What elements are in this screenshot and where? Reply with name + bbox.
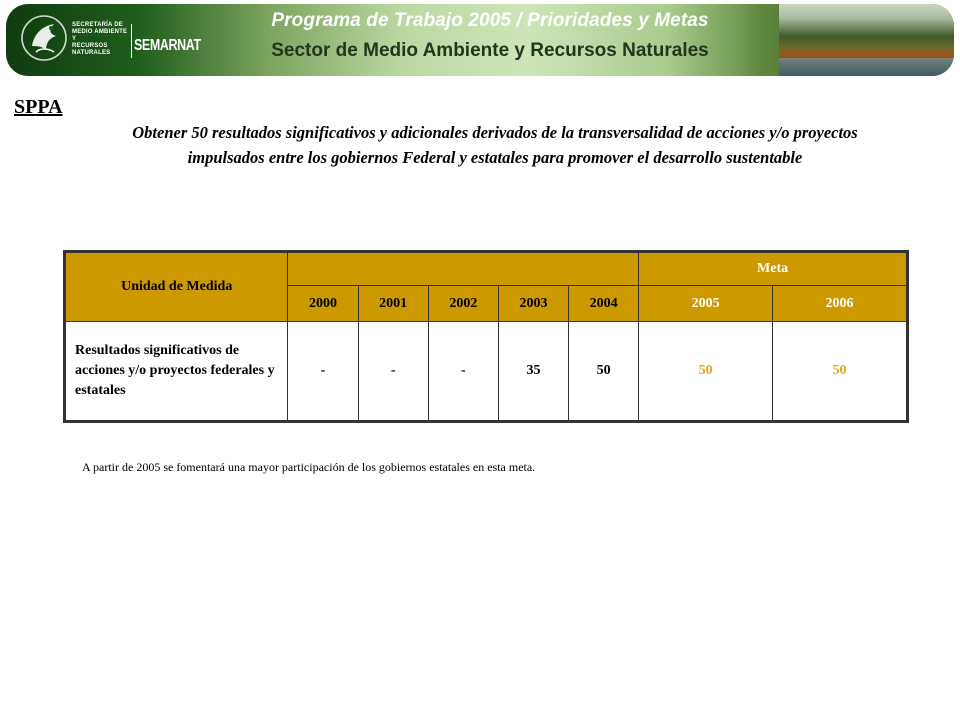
- landscape-photo: [779, 4, 954, 76]
- year-header: 2002: [428, 286, 498, 322]
- value-cell: 50: [569, 322, 639, 422]
- meta-year-header: 2006: [773, 286, 908, 322]
- value-cell: -: [428, 322, 498, 422]
- section-label: SPPA: [14, 96, 63, 118]
- header-banner: [0, 0, 960, 84]
- years-header-blank: [288, 252, 639, 286]
- table-header-row: [65, 252, 908, 286]
- footnote: A partir de 2005 se fomentará una mayor participación de los gobiernos estatales en esta meta.: [82, 460, 536, 474]
- year-header: 2000: [288, 286, 358, 322]
- objective-text: Obtener 50 resultados significativos y adicionales derivados de la transversalidad de acciones y/o proyectos impulsados entre los gobiernos Federal y estatales para promover el desarrollo sustentable: [132, 123, 858, 167]
- value-cell: 35: [498, 322, 568, 422]
- goals-table: [63, 250, 909, 423]
- page-title: Programa de Trabajo 2005 / Prioridades y Metas: [271, 10, 709, 31]
- semarnat-logo: [14, 6, 201, 70]
- eagle-emblem-icon: [20, 12, 68, 64]
- year-header: 2001: [358, 286, 428, 322]
- year-header: 2004: [569, 286, 639, 322]
- meta-header: Meta: [639, 252, 908, 286]
- unit-header: Unidad de Medida: [65, 252, 288, 322]
- meta-year-header: 2005: [639, 286, 773, 322]
- page-subtitle: Sector de Medio Ambiente y Recursos Naturales: [271, 40, 709, 61]
- year-header: 2003: [498, 286, 568, 322]
- agency-name: SECRETARÍA DE MEDIO AMBIENTE Y RECURSOS NATURALES: [72, 22, 128, 56]
- unit-description: Resultados significativos de acciones y/o proyectos federales y estatales: [65, 322, 288, 422]
- meta-value-cell: 50: [773, 322, 908, 422]
- value-cell: -: [358, 322, 428, 422]
- value-cell: -: [288, 322, 358, 422]
- brand-name: SEMARNAT: [134, 37, 201, 54]
- meta-value-cell: 50: [639, 322, 773, 422]
- table-row: [65, 322, 908, 422]
